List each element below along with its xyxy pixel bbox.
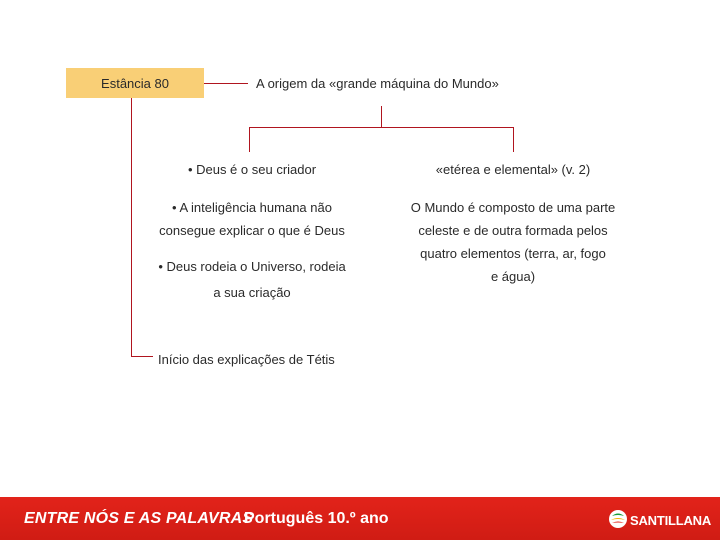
publisher-logo-text: SANTILLANA [630,513,712,528]
footer-banner [0,497,720,540]
connector-branch-right [513,127,514,152]
right-description-line-1: O Mundo é composto de uma parte [410,200,616,215]
connector-stanza-vertical [131,98,132,356]
right-description-line-2: celeste e de outra formada pelos [418,223,608,238]
right-description-line-4: e água) [490,269,536,284]
connector-heading-stem [381,106,382,128]
right-description [400,196,626,288]
left-item-2-line-1: • A inteligência humana não [172,200,332,215]
stanza-label: Estância 80 [101,75,169,91]
connector-branch-horizontal [249,127,514,128]
publisher-logo [608,505,712,533]
left-item-3 [145,254,359,306]
santillana-logo-icon [608,508,628,530]
footer-book-title: ENTRE NÓS E AS PALAVRAS [24,510,254,527]
left-item-2-line-2: consegue explicar o que é Deus [159,223,345,238]
stanza-label-box [66,68,204,98]
footer-subject: Português 10.º ano [244,510,389,527]
connector-stanza-to-heading [204,83,248,84]
right-title: «etérea e elemental» (v. 2) [435,162,591,177]
connector-branch-left [249,127,250,152]
left-item-2 [145,196,359,242]
right-description-line-3: quatro elementos (terra, ar, fogo [420,246,606,261]
left-item-3-line-1: • Deus rodeia o Universo, rodeia [158,259,346,274]
left-item-1-line-1: • Deus é o seu criador [187,162,317,177]
connector-stanza-to-note [131,356,153,357]
bottom-note: Início das explicações de Tétis [158,352,335,367]
left-item-1 [150,162,354,177]
left-item-3-line-2: a sua criação [213,285,291,300]
diagram-heading: A origem da «grande máquina do Mundo» [256,76,499,91]
